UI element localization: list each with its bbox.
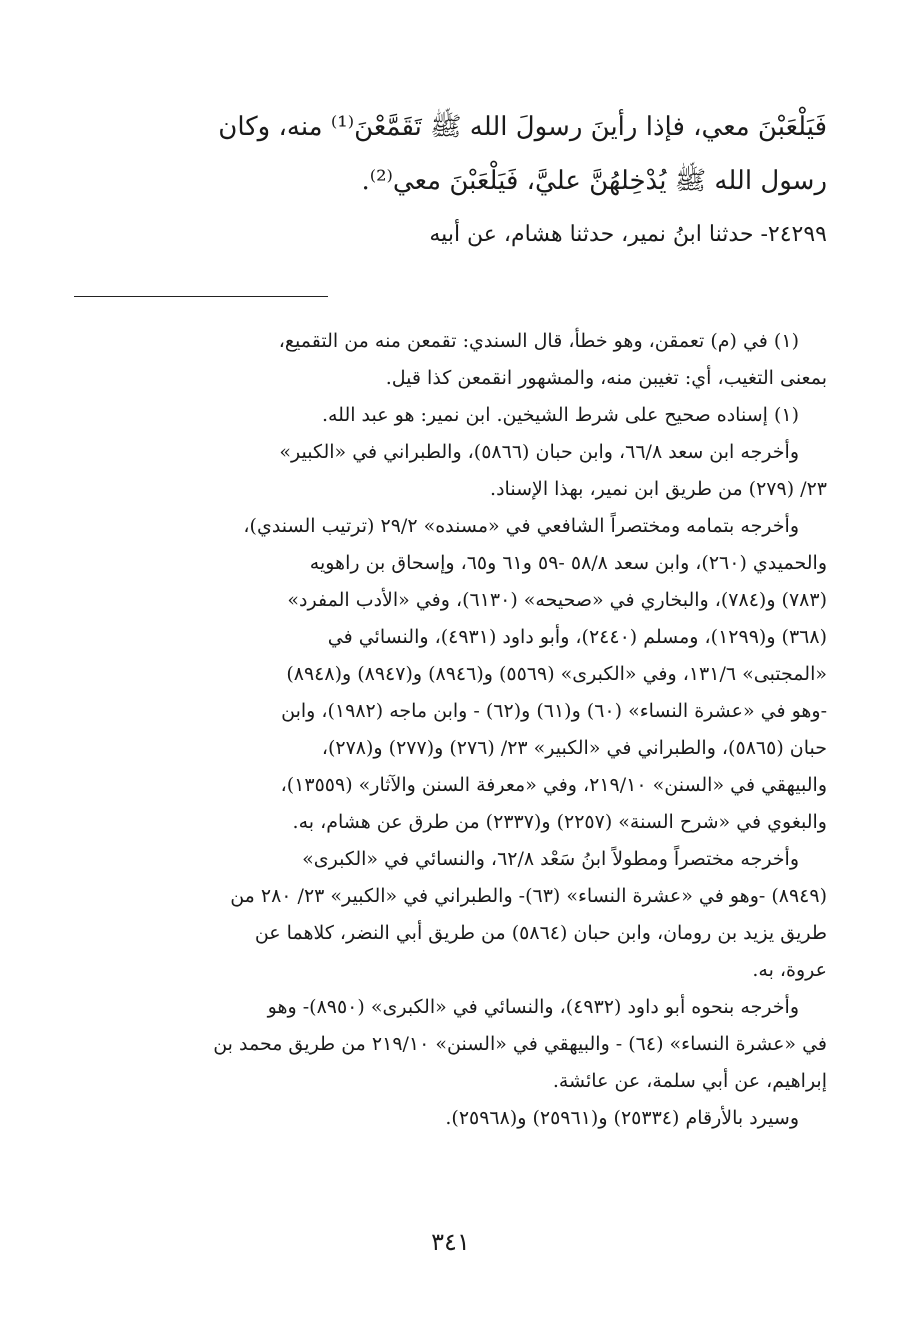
footnote-2-line: والبغوي في «شرح السنة» (٢٢٥٧) و(٢٣٣٧) من طرق عن هشام، به. (292, 811, 827, 833)
footnote-2-line: والحميدي (٢٦٠)، وابن سعد ٥٨/٨ -٥٩ و٦١ و٦٥، وإسحاق بن راهويه (309, 552, 827, 574)
footnote-2-line: وسيرد بالأرقام (٢٥٣٣٤) و(٢٥٩٦١) و(٢٥٩٦٨). (445, 1107, 799, 1129)
footnote-divider (74, 296, 328, 297)
footnote-2-line: وأخرجه ابن سعد ٦٦/٨، وابن حبان (٥٨٦٦)، والطبراني في «الكبير» (279, 441, 799, 463)
hadith-chain-line: ٢٤٢٩٩- حدثنا ابنُ نمير، حدثنا هشام، عن أبيه (429, 222, 827, 247)
footnote-2-line: -وهو في «عشرة النساء» (٦٠) و(٦١) و(٦٢) - وابن ماجه (١٩٨٢)، وابن (281, 700, 827, 722)
footnote-2-line: عروة، به. (752, 959, 827, 981)
main-text-line: فَيَلْعَبْنَ معي، فإذا رأينَ رسولَ الله ﷺ تَقَمَّعْنَ⁽¹⁾ منه، وكان (218, 112, 827, 142)
footnote-2-line: وأخرجه بتمامه ومختصراً الشافعي في «مسنده» ٢٩/٢ (ترتيب السندي)، (243, 515, 799, 537)
footnote-2-line: وأخرجه بنحوه أبو داود (٤٩٣٢)، والنسائي في «الكبرى» (٨٩٥٠)- وهو (267, 996, 799, 1018)
footnote-2-line: إبراهيم، عن أبي سلمة، عن عائشة. (552, 1070, 827, 1092)
footnotes (75, 323, 827, 1137)
footnote-2-line: ٢٣/ (٢٧٩) من طريق ابن نمير، بهذا الإسناد. (490, 478, 827, 500)
footnote-2-line: (١) إسناده صحيح على شرط الشيخين. ابن نمير: هو عبد الله. (321, 404, 799, 426)
footnote-2-line: (٧٨٣) و(٧٨٤)، والبخاري في «صحيحه» (٦١٣٠)، وفي «الأدب المفرد» (287, 589, 827, 611)
page-number: ٣٤١ (431, 1228, 470, 1256)
footnote-2-line: (٨٩٤٩) -وهو في «عشرة النساء» (٦٣)- والطبراني في «الكبير» ٢٣/ ٢٨٠ من (230, 885, 827, 907)
footnote-1-line: (١) في (م) تعمقن، وهو خطأ، قال السندي: تقمعن منه من التقميع، (278, 330, 799, 352)
main-text-line: رسول الله ﷺ يُدْخِلهُنَّ عليَّ، فَيَلْعَبْنَ معي⁽²⁾. (361, 166, 827, 196)
footnote-2-line: (٣٦٨) و(١٢٩٩)، ومسلم (٢٤٤٠)، وأبو داود (٤٩٣١)، والنسائي في (327, 626, 827, 648)
footnote-2-line: «المجتبى» ١٣١/٦، وفي «الكبرى» (٥٥٦٩) و(٨٩٤٦) و(٨٩٤٧) و(٨٩٤٨) (286, 663, 827, 685)
footnote-2-line: وأخرجه مختصراً ومطولاً ابنُ سَعْد ٦٢/٨، والنسائي في «الكبرى» (302, 848, 799, 870)
footnote-2-line: في «عشرة النساء» (٦٤) - والبيهقي في «السنن» ٢١٩/١٠ من طريق محمد بن (213, 1033, 827, 1055)
footnote-2-line: والبيهقي في «السنن» ٢١٩/١٠، وفي «معرفة السنن والآثار» (١٣٥٥٩)، (280, 774, 827, 796)
footnote-2-line: حبان (٥٨٦٥)، والطبراني في «الكبير» ٢٣/ (٢٧٦) و(٢٧٧) و(٢٧٨)، (321, 737, 827, 759)
main-text (75, 100, 827, 262)
footnote-2-line: طريق يزيد بن رومان، وابن حبان (٥٨٦٤) من طريق أبي النضر، كلاهما عن (254, 922, 827, 944)
footnote-1-line: بمعنى التغيب، أي: تغيبن منه، والمشهور انقمعن كذا قيل. (385, 367, 827, 389)
